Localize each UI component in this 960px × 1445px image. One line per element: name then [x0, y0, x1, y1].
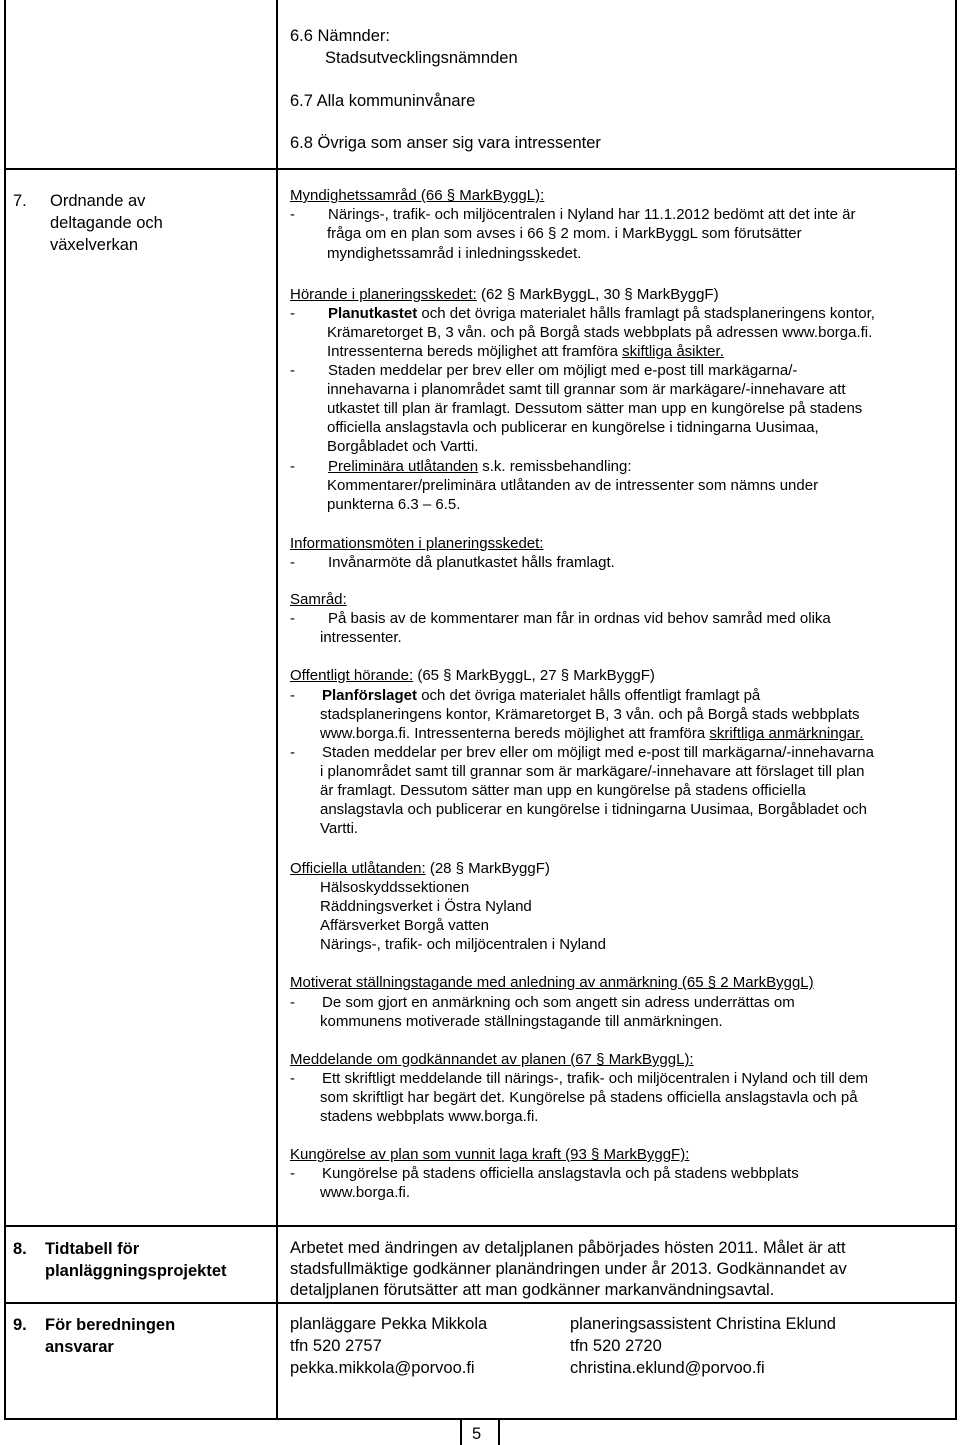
horande-bullet-1: - Planutkastet och det övriga materialet hålls framlagt på stadsplaneringens kontor,	[290, 305, 875, 322]
samrad-bullet-1: - På basis av de kommentarer man får in ordnas vid behov samråd med olika	[290, 610, 831, 627]
contact-2-email[interactable]: christina.eklund@porvoo.fi	[570, 1359, 765, 1377]
section-9-number: 9.	[13, 1316, 27, 1334]
meddelande-bullet-1: - Ett skriftligt meddelande till närings-, trafik- och miljöcentralen i Nyland och till dem	[290, 1070, 869, 1087]
offentligt-bullet-2-line-2: i planområdet samt till grannar som är markägare/-innehavare att förslaget till plan	[320, 763, 865, 780]
horande-heading: Hörande i planeringsskedet: (62 § MarkByggL, 30 § MarkByggF)	[290, 286, 719, 303]
horande-bullet-3-line-3: punkterna 6.3 – 6.5.	[327, 496, 461, 513]
page-number-box-left	[460, 1418, 462, 1445]
officiella-item-4: Närings-, trafik- och miljöcentralen i Nyland	[320, 936, 606, 953]
info-heading: Informationsmöten i planeringsskedet:	[290, 535, 544, 552]
section-7-title-1: Ordnande av	[50, 192, 146, 210]
offentligt-heading: Offentligt hörande: (65 § MarkByggL, 27 § MarkByggF)	[290, 667, 655, 684]
section-8-title-1: Tidtabell för	[45, 1240, 140, 1258]
info-bullet-1: - Invånarmöte då planutkastet hålls framlagt.	[290, 554, 615, 571]
meddelande-heading: Meddelande om godkännandet av planen (67 § MarkByggL):	[290, 1051, 694, 1068]
table-row-divider-8	[4, 1225, 956, 1227]
horande-bullet-3-line-2: Kommentarer/preliminära utlåtanden av de intressenter som nämns under	[327, 477, 819, 494]
page-number-box-right	[498, 1418, 500, 1445]
section-8-number: 8.	[13, 1240, 27, 1258]
section-8-line-3: detaljplanen förutsätter att man godkänner markanvändningsavtal.	[290, 1281, 775, 1299]
meddelande-bullet-1-line-2: som skriftligt har begärt det. Kungörelse på stadens officiella anslagstavla och på	[320, 1089, 858, 1106]
horande-bullet-3: - Preliminära utlåtanden s.k. remissbehandling:	[290, 458, 632, 475]
motiverat-bullet-1: - De som gjort en anmärkning och som angett sin adress underrättas om	[290, 994, 795, 1011]
horande-bullet-2-line-3: utkastet till plan är framlagt. Dessutom sätter man upp en kungörelse på stadens	[327, 400, 863, 417]
section-8-line-2: stadsfullmäktige godkänner planändringen under år 2013. Godkännandet av	[290, 1260, 847, 1278]
horande-bullet-2: - Staden meddelar per brev eller om möjligt med e-post till markägarna/-	[290, 362, 798, 379]
contact-1-title: planläggare Pekka Mikkola	[290, 1315, 488, 1333]
kungorelse-heading: Kungörelse av plan som vunnit laga kraft (93 § MarkByggF):	[290, 1146, 690, 1163]
horande-bullet-1-line-2: Krämaretorget B, 3 vån. och på Borgå stads webbplats på adressen www.borga.fi.	[327, 324, 873, 341]
top-item-6-7: 6.7 Alla kommuninvånare	[290, 92, 476, 110]
table-row-divider-7	[4, 168, 956, 170]
motiverat-heading: Motiverat ställningstagande med anledning av anmärkning (65 § 2 MarkByggL)	[290, 974, 814, 991]
offentligt-bullet-1-line-3: www.borga.fi. Intressenterna bereds möjlighet att framföra skriftliga anmärkningar.	[320, 725, 864, 742]
offentligt-bullet-2-line-4: anslagstavla och publicerar en kungörelse i tidningarna Uusimaa, Borgåbladet och	[320, 801, 868, 818]
offentligt-bullet-2-line-3: är framlagt. Dessutom sätter man upp en kungörelse på stadens officiella	[320, 782, 806, 799]
horande-bullet-2-line-2: innehavarna i planområdet samt till grannar som är markägare/-innehavare att	[327, 381, 846, 398]
officiella-item-1: Hälsoskyddssektionen	[320, 879, 470, 896]
table-border-right	[955, 0, 957, 1420]
section-7-title-3: växelverkan	[50, 236, 139, 254]
contact-2-phone: tfn 520 2720	[570, 1337, 662, 1355]
myndighet-line-1: - Närings-, trafik- och miljöcentralen i Nyland har 11.1.2012 bedömt att det inte är	[290, 206, 856, 223]
top-item-6-6: 6.6 Nämnder:	[290, 27, 390, 45]
horande-bullet-2-line-4: officiella anslagstavla och publicerar en kungörelse i tidningarna Uusimaa,	[327, 419, 819, 436]
horande-bullet-2-line-5: Borgåbladet och Vartti.	[327, 438, 479, 455]
table-border-mid	[276, 0, 278, 1420]
section-8-title-2: planläggningsprojektet	[45, 1262, 227, 1280]
page-number: 5	[472, 1425, 482, 1443]
table-row-divider-9	[4, 1302, 956, 1304]
meddelande-bullet-1-line-3: stadens webbplats www.borga.fi.	[320, 1108, 539, 1125]
section-7-number: 7.	[13, 192, 27, 210]
offentligt-bullet-1-line-2: stadsplaneringens kontor, Krämaretorget B, 3 vån. och på Borgå stads webbplats	[320, 706, 860, 723]
offentligt-bullet-2: - Staden meddelar per brev eller om möjligt med e-post till markägarna/-innehavarna	[290, 744, 874, 761]
top-item-6-6-value: Stadsutvecklingsnämnden	[325, 49, 518, 67]
officiella-heading: Officiella utlåtanden: (28 § MarkByggF)	[290, 860, 550, 877]
kungorelse-bullet-1-line-2: www.borga.fi.	[320, 1184, 411, 1201]
officiella-item-3: Affärsverket Borgå vatten	[320, 917, 489, 934]
kungorelse-bullet-1: - Kungörelse på stadens officiella anslagstavla och på stadens webbplats	[290, 1165, 799, 1182]
section-9-title-1: För beredningen	[45, 1316, 176, 1334]
officiella-item-2: Räddningsverket i Östra Nyland	[320, 898, 532, 915]
horande-bullet-1-line-3: Intressenterna bereds möjlighet att framföra skiftliga åsikter.	[327, 343, 724, 360]
myndighet-heading: Myndighetssamråd (66 § MarkByggL):	[290, 187, 545, 204]
section-9-title-2: ansvarar	[45, 1338, 114, 1356]
section-8-line-1: Arbetet med ändringen av detaljplanen påbörjades hösten 2011. Målet är att	[290, 1239, 846, 1257]
offentligt-bullet-2-line-5: Vartti.	[320, 820, 359, 837]
myndighet-line-3: myndighetssamråd i inledningsskedet.	[327, 245, 582, 262]
top-item-6-8: 6.8 Övriga som anser sig vara intressenter	[290, 134, 601, 152]
samrad-bullet-1-line-2: intressenter.	[320, 629, 402, 646]
myndighet-line-2: fråga om en plan som avses i 66 § 2 mom. i MarkByggL som förutsätter	[327, 225, 802, 242]
contact-2-title: planeringsassistent Christina Eklund	[570, 1315, 836, 1333]
section-7-title-2: deltagande och	[50, 214, 163, 232]
table-bottom	[4, 1418, 956, 1420]
contact-1-email[interactable]: pekka.mikkola@porvoo.fi	[290, 1359, 475, 1377]
motiverat-bullet-1-line-2: kommunens motiverade ställningstagande till anmärkningen.	[320, 1013, 723, 1030]
offentligt-bullet-1: - Planförslaget och det övriga materialet hålls offentligt framlagt på	[290, 687, 761, 704]
samrad-heading: Samråd:	[290, 591, 347, 608]
table-border-left	[4, 0, 6, 1420]
contact-1-phone: tfn 520 2757	[290, 1337, 382, 1355]
